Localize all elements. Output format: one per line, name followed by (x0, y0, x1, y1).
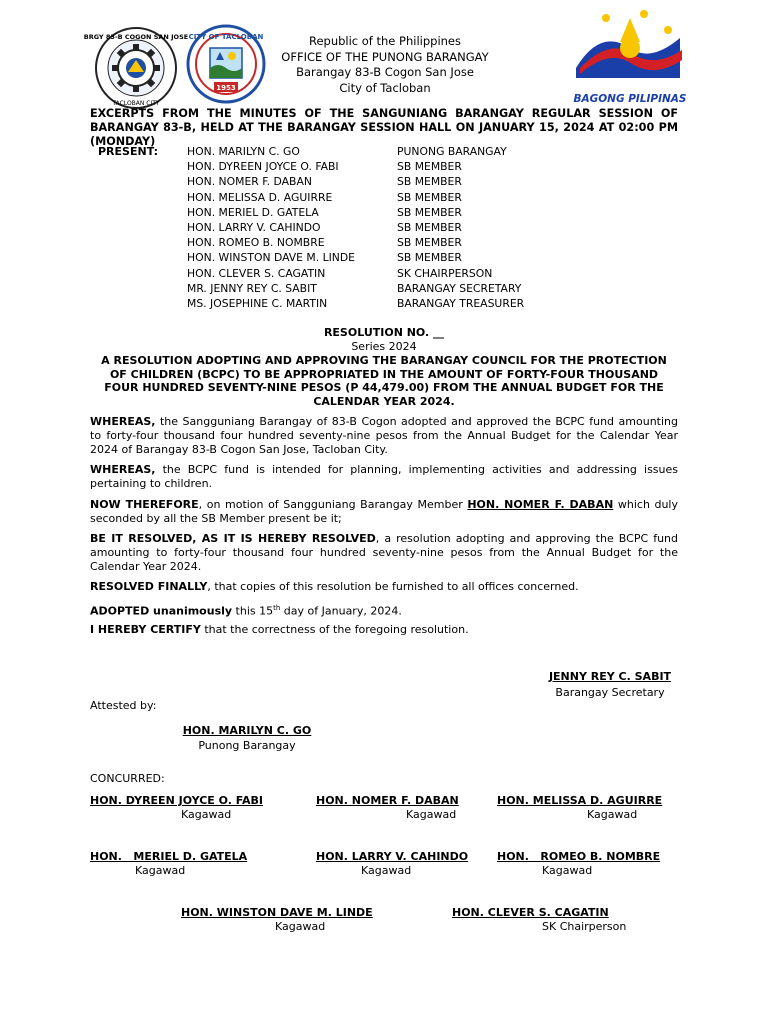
attendee-name: MS. JOSEPHINE C. MARTIN (187, 296, 328, 310)
letterhead (275, 34, 495, 96)
resolution-title: A RESOLUTION ADOPTING AND APPROVING THE BARANGAY COUNCIL FOR THE PROTECTION OF CHILDREN (BCPC) TO BE APPROPRIATED IN THE AMOUNT OF FORTY-FOUR THOUSAND FOUR HUNDRED SEVENTY-NINE PESOS (P 44,479.00) FROM THE ANNUAL BUDGET FOR THE CALENDAR YEAR 2024. (101, 354, 667, 408)
kagawad-name: HON. WINSTON DAVE M. LINDE (181, 906, 373, 919)
paragraph-text: , on motion of Sangguniang Barangay Member (198, 498, 468, 511)
attendee-name: HON. DYREEN JOYCE O. FABI (187, 160, 339, 174)
attendee-position: BARANGAY TREASURER (397, 296, 525, 310)
sk-chair-signature (452, 906, 632, 933)
whereas-paragraph-1 (90, 415, 678, 457)
paragraph-lead: NOW THEREFORE (90, 498, 199, 511)
kagawad-name: HON. MERIEL D. GATELA (90, 850, 248, 863)
whereas-paragraph-2 (90, 463, 678, 491)
kagawad-title: Kagawad (275, 920, 326, 933)
bagong-pilipinas-logo (570, 8, 690, 105)
mover-name: HON. NOMER F. DABAN (467, 498, 614, 511)
attendee-name: HON. LARRY V. CAHINDO (187, 220, 321, 234)
kagawad-signature (90, 850, 280, 877)
attendance-row (187, 174, 607, 189)
svg-text:CITY OF TACLOBAN: CITY OF TACLOBAN (188, 33, 264, 41)
ordinal-suffix: th (273, 604, 281, 612)
resolution-number: RESOLUTION NO. __ (323, 326, 445, 339)
paragraph-text: the BCPC fund is intended for planning, implementing activities and addressing issues pertaining to children. (90, 463, 678, 490)
paragraph-text: day of January, 2024. (280, 604, 402, 618)
punong-signature-block (160, 724, 334, 752)
sk-chair-name: HON. CLEVER S. CAGATIN (452, 906, 609, 919)
attendance-row (187, 281, 607, 296)
paragraph-text: that the correctness of the foregoing resolution. (200, 623, 469, 636)
attendance-row (187, 144, 607, 159)
secretary-name: JENNY REY C. SABIT (548, 670, 672, 683)
kagawad-name: HON. NOMER F. DABAN (316, 794, 459, 807)
attendance-row (187, 296, 607, 311)
attendee-name: MR. JENNY REY C. SABIT (187, 281, 317, 295)
attendee-position: BARANGAY SECRETARY (397, 281, 522, 295)
barangay-seal (83, 26, 189, 110)
paragraph-text: , that copies of this resolution be furnished to all offices concerned. (207, 580, 579, 593)
kagawad-name: HON. ROMEO B. NOMBRE (497, 850, 661, 863)
kagawad-name: HON. MELISSA D. AGUIRRE (497, 794, 663, 807)
punong-title: Punong Barangay (198, 739, 296, 752)
attested-label: Attested by: (90, 699, 157, 712)
kagawad-title: Kagawad (587, 808, 638, 821)
kagawad-name: HON. LARRY V. CAHINDO (316, 850, 469, 863)
attendee-name: HON. CLEVER S. CAGATIN (187, 266, 326, 280)
kagawad-title: Kagawad (181, 808, 232, 821)
now-therefore-paragraph (90, 498, 678, 526)
attendee-name: HON. ROMEO B. NOMBRE (187, 236, 325, 250)
present-label: PRESENT: (98, 145, 158, 158)
kagawad-signature (90, 794, 280, 821)
attendance-row (187, 235, 607, 250)
kagawad-title: Kagawad (361, 864, 412, 877)
svg-text:TACLOBAN CITY: TACLOBAN CITY (112, 100, 160, 107)
attendee-position: SB MEMBER (397, 190, 462, 204)
svg-text:1953: 1953 (216, 84, 236, 92)
attendee-position: SB MEMBER (397, 175, 462, 189)
paragraph-text: the Sangguniang Barangay of 83-B Cogon adopted and approved the BCPC fund amounting to forty-four thousand four hundred seventy-nine pesos from the Annual Budget for the Calendar Year 2024 of Barangay 83-B Cogon San Jose, Tacloban City. (90, 415, 678, 456)
attendance-list (187, 144, 607, 311)
kagawad-name: HON. DYREEN JOYCE O. FABI (90, 794, 264, 807)
paragraph-lead: WHEREAS, (90, 415, 156, 428)
attendance-row (187, 159, 607, 174)
secretary-title: Barangay Secretary (555, 686, 665, 699)
attendee-position: SB MEMBER (397, 220, 462, 234)
paragraph-lead: WHEREAS, (90, 463, 156, 476)
kagawad-title: Kagawad (135, 864, 186, 877)
attendance-row (187, 190, 607, 205)
attendee-position: SB MEMBER (397, 251, 462, 265)
attendee-position: SB MEMBER (397, 160, 462, 174)
letterhead-line: City of Tacloban (339, 80, 431, 95)
kagawad-signature (497, 850, 677, 877)
paragraph-lead: BE IT RESOLVED, AS IT IS HEREBY RESOLVED (90, 532, 376, 545)
kagawad-signature (316, 850, 486, 877)
secretary-signature-block (520, 670, 700, 699)
resolution-series: Series 2024 (351, 340, 417, 353)
attendance-row (187, 266, 607, 281)
attendance-row (187, 250, 607, 265)
paragraph-text: this 15 (232, 604, 274, 618)
attendee-position: SK CHAIRPERSON (397, 266, 493, 280)
be-it-resolved-paragraph (90, 532, 678, 574)
excerpt-heading: EXCERPTS FROM THE MINUTES OF THE SANGUNIANG BARANGAY REGULAR SESSION OF BARANGAY 83-B, HELD AT THE BARANGAY SESSION HALL ON JANUARY 15, 2024 AT 02:00 PM (MONDAY) (90, 107, 678, 148)
certify-paragraph (90, 623, 678, 637)
paragraph-text: which duly seconded by all the SB Member present be it; (90, 498, 679, 525)
attendee-position: SB MEMBER (397, 205, 462, 219)
attendance-row (187, 220, 607, 235)
attendee-position: PUNONG BARANGAY (397, 145, 507, 158)
attendee-name: HON. MERIEL D. GATELA (187, 205, 319, 219)
concurred-label: CONCURRED: (90, 772, 165, 785)
paragraph-lead: ADOPTED unanimously (90, 604, 233, 618)
resolved-finally-paragraph (90, 580, 678, 594)
letterhead-line: Barangay 83-B Cogon San Jose (296, 65, 474, 79)
attendance-row (187, 205, 607, 220)
paragraph-lead: RESOLVED FINALLY (90, 580, 208, 593)
city-seal (186, 24, 266, 104)
attendee-position: SB MEMBER (397, 236, 462, 250)
attendee-name: HON. WINSTON DAVE M. LINDE (187, 251, 355, 265)
kagawad-title: Kagawad (542, 864, 593, 877)
bagong-pilipinas-text: BAGONG PILIPINAS (573, 93, 687, 105)
kagawad-signature (316, 794, 476, 821)
paragraph-text: , a resolution adopting and approving the BCPC fund amounting to forty-four thousand four hundred seventy-nine pesos from the Annual Budget for the Calendar Year 2024. (90, 532, 678, 573)
letterhead-line: Republic of the Philippines (308, 34, 462, 48)
sk-chair-title: SK Chairperson (542, 920, 627, 933)
paragraph-lead: I HEREBY CERTIFY (90, 623, 201, 636)
attendee-name: HON. NOMER F. DABAN (187, 175, 312, 189)
letterhead-line: OFFICE OF THE PUNONG BARANGAY (281, 49, 489, 64)
attendee-name: HON. MARILYN C. GO (187, 145, 300, 158)
adopted-paragraph (90, 601, 678, 619)
kagawad-signature (181, 906, 381, 933)
kagawad-title: Kagawad (406, 808, 457, 821)
svg-text:BRGY 83-B COGON SAN JOSE: BRGY 83-B COGON SAN JOSE (83, 33, 189, 41)
punong-name: HON. MARILYN C. GO (182, 724, 312, 737)
kagawad-signature (497, 794, 677, 821)
attendee-name: HON. MELISSA D. AGUIRRE (187, 190, 333, 204)
